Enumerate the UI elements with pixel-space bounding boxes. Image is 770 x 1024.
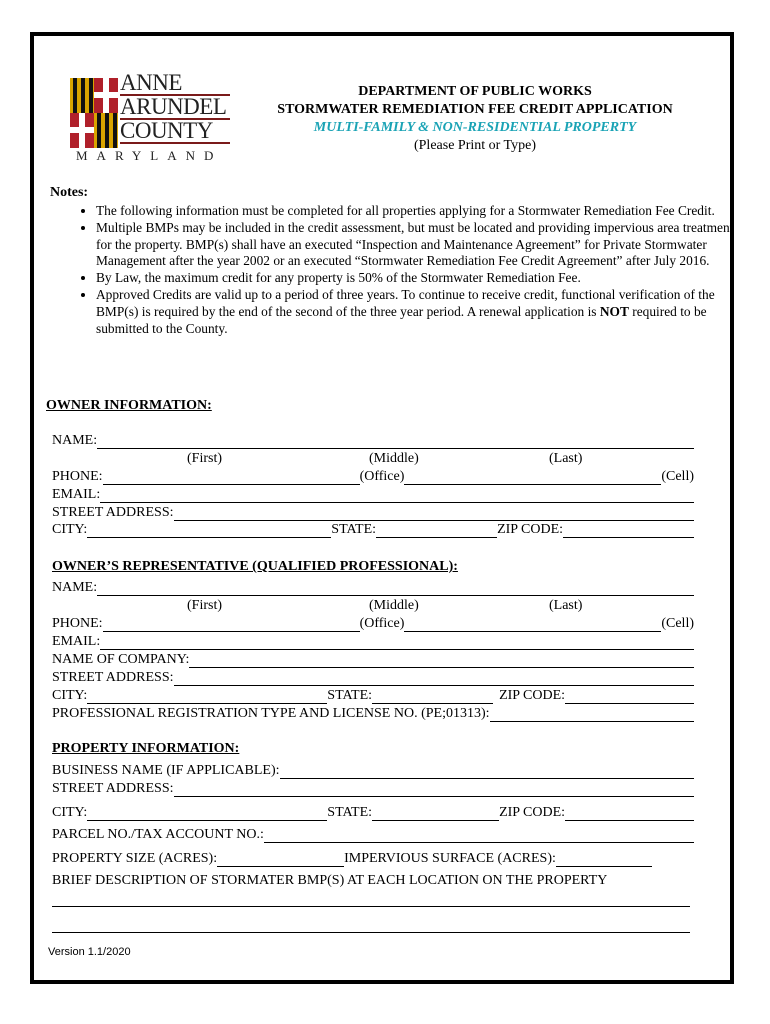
owner-name-row xyxy=(52,432,694,449)
notes-list xyxy=(50,203,751,337)
rep-street-field[interactable] xyxy=(174,672,695,686)
rep-email-row xyxy=(52,633,694,650)
form-instruction: (Please Print or Type) xyxy=(413,138,536,153)
owner-name-label: NAME: xyxy=(52,433,98,448)
rep-first-caption: (First) xyxy=(187,598,222,613)
property-city-field[interactable] xyxy=(87,807,327,821)
rep-name-label: NAME: xyxy=(52,580,98,595)
property-size-label: PROPERTY SIZE (ACRES): xyxy=(52,851,218,866)
logo-state: MARYLAND xyxy=(76,148,223,163)
property-city-row xyxy=(52,804,694,821)
owner-office-phone-field[interactable] xyxy=(103,471,360,485)
rep-middle-caption: (Middle) xyxy=(369,598,419,613)
property-street-field[interactable] xyxy=(174,783,695,797)
logo-line-anne: ANNE xyxy=(120,72,230,96)
property-state-field[interactable] xyxy=(372,807,499,821)
rep-license-label: PROFESSIONAL REGISTRATION TYPE AND LICENSE NO. (PE;01313): xyxy=(52,706,490,721)
rep-company-row xyxy=(52,651,694,668)
property-description-line-1[interactable] xyxy=(52,906,690,907)
property-description-label: BRIEF DESCRIPTION OF STORMATER BMP(S) AT EACH LOCATION ON THE PROPERTY xyxy=(52,873,608,888)
owner-email-label: EMAIL: xyxy=(52,487,101,502)
owner-phone-row xyxy=(52,468,694,485)
property-zip-field[interactable] xyxy=(565,807,694,821)
note-emphasis: NOT xyxy=(599,303,629,319)
notes-title: Notes: xyxy=(50,185,89,200)
owner-last-caption: (Last) xyxy=(549,451,583,466)
rep-cell-label: (Cell) xyxy=(661,616,694,631)
rep-section-heading: OWNER’S REPRESENTATIVE (QUALIFIED PROFESSIONAL): xyxy=(52,559,458,574)
property-size-row xyxy=(52,850,694,867)
rep-state-label: STATE: xyxy=(327,688,373,703)
county-logo xyxy=(70,72,230,164)
rep-cell-phone-field[interactable] xyxy=(404,618,661,632)
note-text: Approved Credits are valid up to a period of three years. To continue to receive credit, functional verification of the BMP(s) is required by the end of the second of the three year period. A renewal application is xyxy=(96,286,715,319)
rep-phone-label: PHONE: xyxy=(52,616,103,631)
property-state-label: STATE: xyxy=(327,805,373,820)
rep-city-row xyxy=(52,687,694,704)
owner-first-caption: (First) xyxy=(187,451,222,466)
note-item: • By Law, the maximum credit for any property is 50% of the Stormwater Remediation Fee. xyxy=(96,270,751,287)
owner-phone-label: PHONE: xyxy=(52,469,103,484)
rep-street-label: STREET ADDRESS: xyxy=(52,670,174,685)
owner-city-field[interactable] xyxy=(87,524,331,538)
property-section-heading: PROPERTY INFORMATION: xyxy=(52,741,240,756)
note-item: • The following information must be completed for all properties applying for a Stormwater Remediation Fee Credit. xyxy=(96,203,751,220)
rep-office-label: (Office) xyxy=(359,616,405,631)
rep-name-row xyxy=(52,579,694,596)
property-impervious-label: IMPERVIOUS SURFACE (ACRES): xyxy=(344,851,556,866)
property-impervious-field[interactable] xyxy=(556,853,652,867)
property-street-label: STREET ADDRESS: xyxy=(52,781,174,796)
rep-name-field[interactable] xyxy=(97,582,694,596)
rep-state-field[interactable] xyxy=(372,690,493,704)
rep-zip-label: ZIP CODE: xyxy=(499,688,566,703)
rep-last-caption: (Last) xyxy=(549,598,583,613)
owner-zip-field[interactable] xyxy=(563,524,694,538)
property-parcel-field[interactable] xyxy=(264,829,694,843)
property-business-row xyxy=(52,762,694,779)
rep-zip-field[interactable] xyxy=(565,690,694,704)
property-parcel-label: PARCEL NO./TAX ACCOUNT NO.: xyxy=(52,827,264,842)
property-street-row xyxy=(52,780,694,797)
property-city-label: CITY: xyxy=(52,805,88,820)
owner-street-row xyxy=(52,504,694,521)
owner-state-field[interactable] xyxy=(376,524,497,538)
owner-cell-label: (Cell) xyxy=(661,469,694,484)
owner-city-row xyxy=(52,521,694,538)
owner-city-label: CITY: xyxy=(52,522,88,537)
maryland-flag-icon xyxy=(70,78,118,148)
form-title: STORMWATER REMEDIATION FEE CREDIT APPLICATION xyxy=(277,102,673,117)
property-description-line-2[interactable] xyxy=(52,932,690,933)
owner-email-field[interactable] xyxy=(100,489,694,503)
owner-middle-caption: (Middle) xyxy=(369,451,419,466)
owner-section-heading: OWNER INFORMATION: xyxy=(46,398,212,413)
rep-email-field[interactable] xyxy=(100,636,694,650)
rep-city-field[interactable] xyxy=(87,690,327,704)
owner-office-label: (Office) xyxy=(359,469,405,484)
owner-street-label: STREET ADDRESS: xyxy=(52,505,174,520)
rep-city-label: CITY: xyxy=(52,688,88,703)
property-description-row xyxy=(52,872,694,889)
owner-zip-label: ZIP CODE: xyxy=(497,522,564,537)
rep-email-label: EMAIL: xyxy=(52,634,101,649)
property-parcel-row xyxy=(52,826,694,843)
rep-phone-row xyxy=(52,615,694,632)
owner-street-field[interactable] xyxy=(174,507,695,521)
version-label: Version 1.1/2020 xyxy=(48,946,131,958)
property-business-field[interactable] xyxy=(280,765,694,779)
property-business-label: BUSINESS NAME (IF APPLICABLE): xyxy=(52,763,280,778)
logo-wordmark xyxy=(120,72,230,144)
property-zip-label: ZIP CODE: xyxy=(499,805,566,820)
owner-state-label: STATE: xyxy=(331,522,377,537)
note-item xyxy=(96,287,751,337)
rep-street-row xyxy=(52,669,694,686)
department-name: DEPARTMENT OF PUBLIC WORKS xyxy=(358,84,592,99)
note-item: • Multiple BMPs may be included in the credit assessment, but must be located and providing impervious area treatment for the property. BMP(s) shall have an executed “Inspection and Maintenance Agreement” for Private Stormwater Management after the year 2002 or an executed “Stormwater Remediation Fee Credit Agreement” after July 2016. xyxy=(96,220,751,270)
form-subtitle: MULTI-FAMILY & NON-RESIDENTIAL PROPERTY xyxy=(313,120,637,135)
rep-office-phone-field[interactable] xyxy=(103,618,360,632)
logo-line-county: COUNTY xyxy=(120,120,230,144)
property-size-field[interactable] xyxy=(217,853,344,867)
rep-license-row xyxy=(52,705,694,722)
owner-name-field[interactable] xyxy=(97,435,694,449)
logo-line-arundel: ARUNDEL xyxy=(120,96,230,120)
rep-company-label: NAME OF COMPANY: xyxy=(52,652,190,667)
note-text: required to be submitted to the County. xyxy=(96,303,707,336)
rep-license-field[interactable] xyxy=(490,708,694,722)
rep-company-field[interactable] xyxy=(189,654,694,668)
owner-email-row xyxy=(52,486,694,503)
owner-cell-phone-field[interactable] xyxy=(404,471,661,485)
